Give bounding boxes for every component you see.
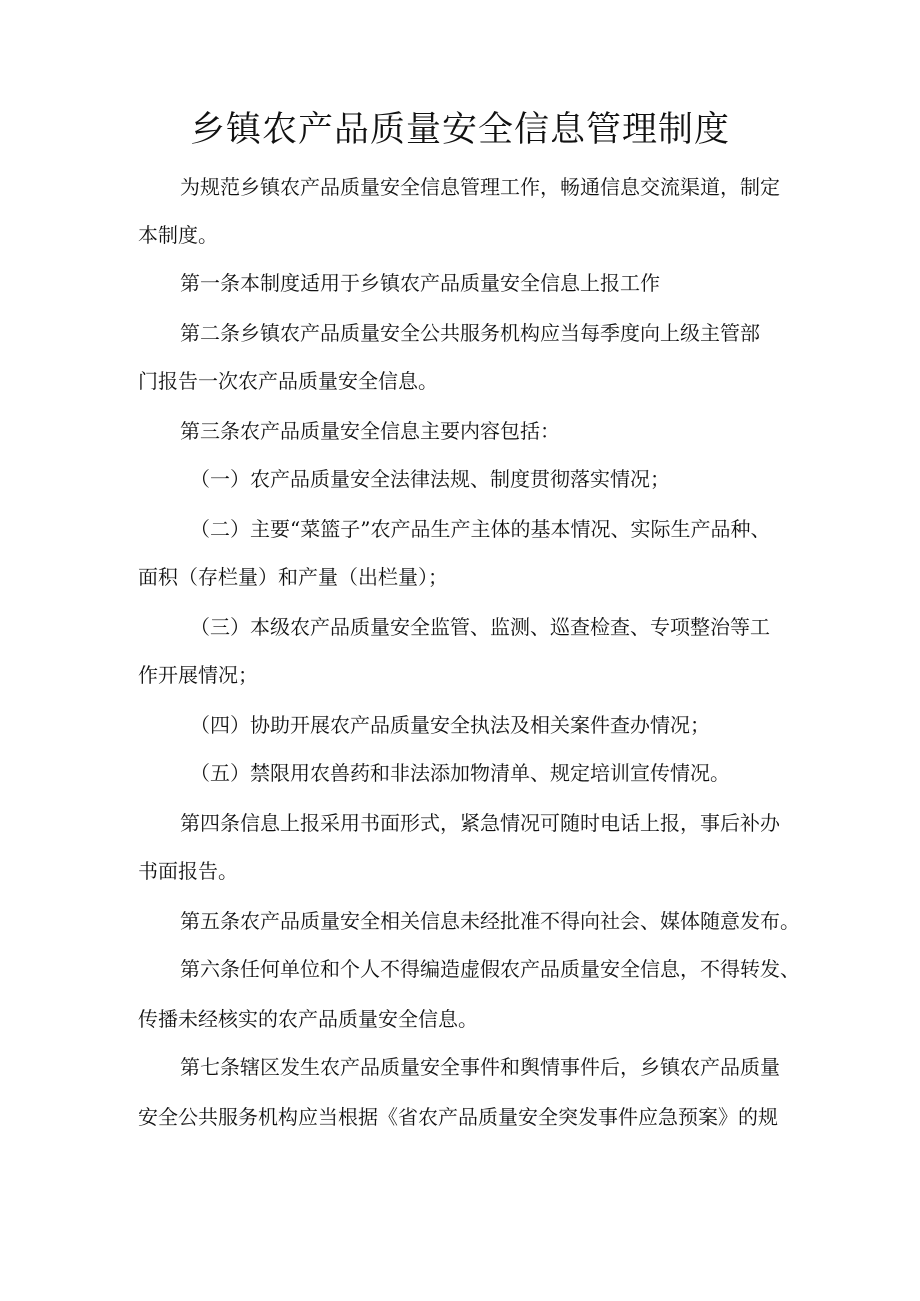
paragraph-line: 书面报告。 [138, 859, 238, 883]
paragraph-line: 本制度。 [138, 223, 218, 247]
article-6-line: 第六条任何单位和个人不得编造虚假农产品质量安全信息，不得转发、 [180, 957, 800, 981]
paragraph-line: 面积（存栏量）和产量（出栏量）； [138, 565, 448, 589]
paragraph-line: 传播未经核实的农产品质量安全信息。 [138, 1007, 478, 1031]
article-4-line: 第四条信息上报采用书面形式，紧急情况可随时电话上报，事后补办 [180, 811, 780, 835]
article-7-line: 第七条辖区发生农产品质量安全事件和舆情事件后，乡镇农产品质量 [180, 1055, 780, 1079]
list-item: （二）主要“菜篮子”农产品生产主体的基本情况、实际生产品种、 [190, 517, 771, 541]
paragraph-line: 为规范乡镇农产品质量安全信息管理工作，畅通信息交流渠道，制定 [180, 175, 780, 199]
list-item: （一）农产品质量安全法律法规、制度贯彻落实情况； [190, 467, 670, 491]
article-2-line: 第二条乡镇农产品质量安全公共服务机构应当每季度向上级主管部 [180, 321, 760, 345]
paragraph-line: 门报告一次农产品质量安全信息。 [138, 369, 438, 393]
list-item: （五）禁限用农兽药和非法添加物清单、规定培训宣传情况。 [190, 761, 730, 785]
document-title: 乡镇农产品质量安全信息管理制度 [189, 110, 730, 150]
article-5-line: 第五条农产品质量安全相关信息未经批准不得向社会、媒体随意发布。 [180, 909, 800, 933]
article-3-line: 第三条农产品质量安全信息主要内容包括： [180, 419, 560, 443]
list-item: （四）协助开展农产品质量安全执法及相关案件查办情况； [190, 713, 710, 737]
article-1-line: 第一条本制度适用于乡镇农产品质量安全信息上报工作 [180, 271, 660, 295]
list-item: （三）本级农产品质量安全监管、监测、巡查检查、专项整治等工 [190, 615, 770, 639]
paragraph-line: 安全公共服务机构应当根据《省农产品质量安全突发事件应急预案》的规 [138, 1105, 778, 1129]
paragraph-line: 作开展情况； [138, 663, 258, 687]
